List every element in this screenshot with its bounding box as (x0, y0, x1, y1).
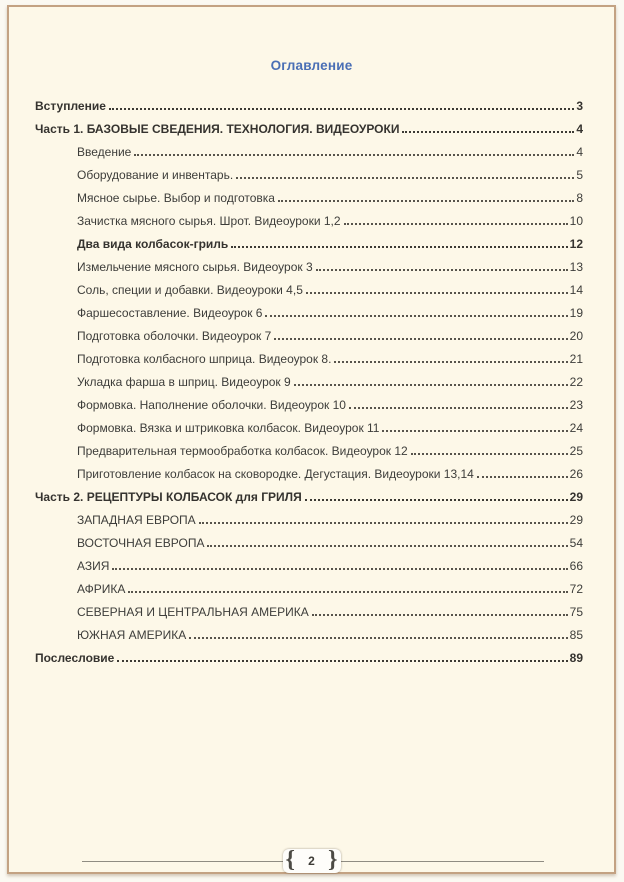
toc-dot-leader (402, 131, 574, 133)
toc-entry-label: Предварительная термообработка колбасок. Видеоурок 12 (77, 444, 408, 458)
toc-dot-leader (294, 384, 568, 386)
toc-entry[interactable] (35, 187, 583, 210)
toc-entry-page: 66 (569, 559, 583, 573)
toc-dot-leader (477, 476, 568, 478)
toc-entry-label: Приготовление колбасок на сковородке. Дегустация. Видеоуроки 13,14 (77, 467, 474, 481)
toc-dot-leader (382, 430, 567, 432)
toc-entry-page: 22 (569, 375, 583, 389)
toc-entry-page: 8 (576, 191, 583, 205)
page-number-badge (283, 846, 341, 873)
toc-dot-leader (316, 269, 568, 271)
toc-entry-page: 20 (569, 329, 583, 343)
toc-entry[interactable] (35, 555, 583, 578)
toc-entry[interactable] (35, 647, 583, 670)
toc-entry-label: Измельчение мясного сырья. Видеоурок 3 (77, 260, 313, 274)
toc-entry-page: 4 (576, 122, 583, 136)
toc-entry-label: Формовка. Наполнение оболочки. Видеоурок 10 (77, 398, 346, 412)
toc-entry-label: Мясное сырье. Выбор и подготовка (77, 191, 275, 205)
toc-entry[interactable] (35, 256, 583, 279)
toc-entry[interactable] (35, 417, 583, 440)
toc-dot-leader (411, 453, 568, 455)
toc-entry[interactable] (35, 233, 583, 256)
toc-entry-label: Подготовка колбасного шприца. Видеоурок 8. (77, 352, 332, 366)
toc-entry-label: Подготовка оболочки. Видеоурок 7 (77, 329, 272, 343)
toc-entry-page: 10 (569, 214, 583, 228)
toc-dot-leader (109, 108, 574, 110)
toc-dot-leader (312, 614, 568, 616)
toc-entry-page: 4 (576, 145, 583, 159)
toc-entry-page: 85 (569, 628, 583, 642)
toc-entry-label: Послесловие (35, 651, 115, 665)
toc-entry-page: 23 (569, 398, 583, 412)
toc-entry-label: Формовка. Вязка и штриковка колбасок. Видеоурок 11 (77, 421, 380, 435)
toc-entry-page: 72 (569, 582, 583, 596)
toc-entry-page: 5 (576, 168, 583, 182)
toc-dot-leader (236, 177, 574, 179)
toc-entry[interactable] (35, 302, 583, 325)
toc-entry[interactable] (35, 486, 583, 509)
toc-entry-label: Укладка фарша в шприц. Видеоурок 9 (77, 375, 291, 389)
toc-entry-label: ЮЖНАЯ АМЕРИКА (77, 628, 187, 642)
toc-entry[interactable] (35, 164, 583, 187)
toc-entry[interactable] (35, 141, 583, 164)
toc-entry-page: 3 (576, 99, 583, 113)
page-number: 2 (308, 854, 315, 868)
toc-entry-page: 75 (569, 605, 583, 619)
toc-entry-label: СЕВЕРНАЯ И ЦЕНТРАЛЬНАЯ АМЕРИКА (77, 605, 309, 619)
toc-entry[interactable] (35, 532, 583, 555)
toc-dot-leader (117, 660, 567, 662)
toc-page (7, 5, 616, 874)
toc-entry-page: 14 (569, 283, 583, 297)
toc-dot-leader (278, 200, 574, 202)
toc-entry[interactable] (35, 394, 583, 417)
toc-entry-label: Два вида колбасок-гриль (77, 237, 229, 251)
toc-entry-label: Зачистка мясного сырья. Шрот. Видеоуроки 1,2 (77, 214, 341, 228)
toc-dot-leader (128, 591, 567, 593)
toc-entry-page: 29 (569, 490, 583, 504)
toc-list (9, 95, 614, 670)
toc-entry-label: Часть 2. РЕЦЕПТУРЫ КОЛБАСОК для ГРИЛЯ (35, 490, 302, 504)
toc-entry-label: Часть 1. БАЗОВЫЕ СВЕДЕНИЯ. ТЕХНОЛОГИЯ. ВИДЕОУРОКИ (35, 122, 400, 136)
toc-entry[interactable] (35, 601, 583, 624)
toc-dot-leader (112, 568, 567, 570)
toc-dot-leader (334, 361, 567, 363)
toc-dot-leader (265, 315, 567, 317)
toc-dot-leader (199, 522, 568, 524)
toc-entry-label: Введение (77, 145, 132, 159)
toc-entry[interactable] (35, 348, 583, 371)
toc-entry-page: 19 (569, 306, 583, 320)
toc-dot-leader (134, 154, 574, 156)
right-brace-decoration: } (328, 846, 338, 873)
toc-entry[interactable] (35, 118, 583, 141)
toc-entry[interactable] (35, 210, 583, 233)
page-title: Оглавление (270, 58, 353, 73)
toc-entry[interactable] (35, 624, 583, 647)
toc-entry[interactable] (35, 325, 583, 348)
toc-entry-page: 25 (569, 444, 583, 458)
page-footer (9, 848, 614, 876)
toc-entry-page: 12 (569, 237, 583, 251)
toc-dot-leader (189, 637, 567, 639)
toc-dot-leader (344, 223, 568, 225)
toc-entry-page: 54 (569, 536, 583, 550)
toc-dot-leader (207, 545, 567, 547)
toc-entry-page: 26 (569, 467, 583, 481)
toc-entry[interactable] (35, 95, 583, 118)
toc-entry-label: ЗАПАДНАЯ ЕВРОПА (77, 513, 196, 527)
toc-entry-page: 89 (569, 651, 583, 665)
toc-entry-label: Фаршесоставление. Видеоурок 6 (77, 306, 263, 320)
toc-dot-leader (349, 407, 568, 409)
toc-entry[interactable] (35, 463, 583, 486)
toc-entry-label: Соль, специи и добавки. Видеоуроки 4,5 (77, 283, 303, 297)
toc-entry-page: 21 (569, 352, 583, 366)
toc-entry-label: Вступление (35, 99, 106, 113)
toc-entry[interactable] (35, 578, 583, 601)
left-brace-decoration: { (285, 846, 295, 873)
toc-dot-leader (306, 292, 568, 294)
toc-entry[interactable] (35, 509, 583, 532)
toc-entry[interactable] (35, 279, 583, 302)
toc-dot-leader (231, 246, 567, 248)
toc-entry-label: АФРИКА (77, 582, 126, 596)
toc-entry-label: АЗИЯ (77, 559, 110, 573)
toc-entry[interactable] (35, 371, 583, 394)
toc-entry-page: 13 (569, 260, 583, 274)
toc-dot-leader (305, 499, 568, 501)
toc-entry-label: Оборудование и инвентарь. (77, 168, 234, 182)
toc-entry-label: ВОСТОЧНАЯ ЕВРОПА (77, 536, 205, 550)
toc-entry[interactable] (35, 440, 583, 463)
toc-entry-page: 29 (569, 513, 583, 527)
toc-entry-page: 24 (569, 421, 583, 435)
toc-dot-leader (274, 338, 567, 340)
